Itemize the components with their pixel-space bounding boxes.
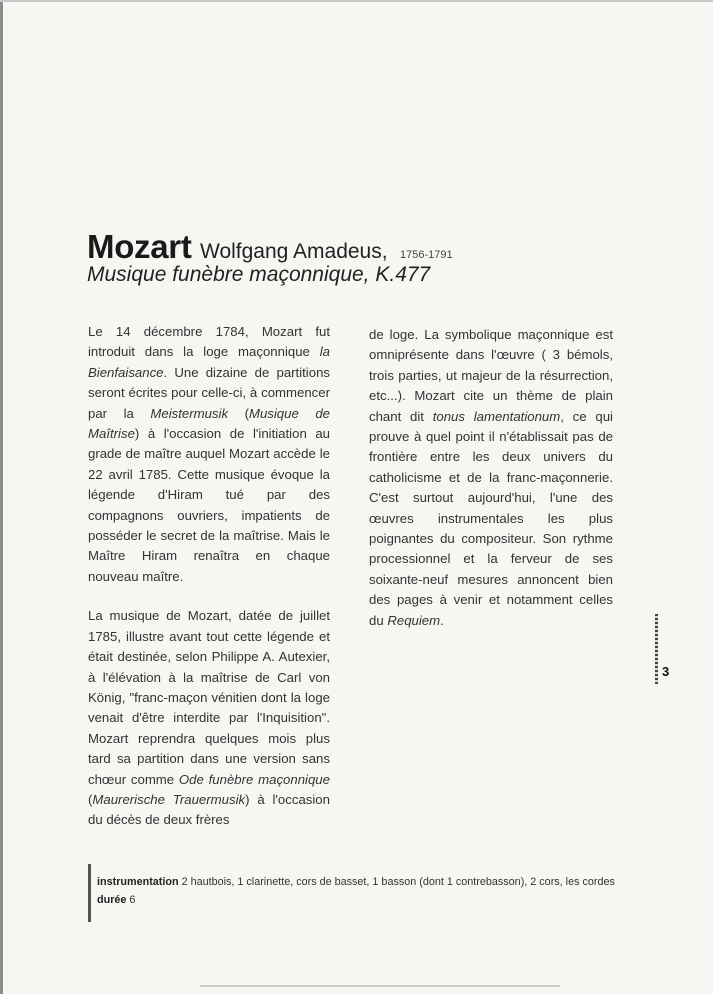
work-reference: Ode funèbre maçonnique	[178, 771, 330, 787]
instrumentation-label: instrumentation	[97, 876, 179, 888]
duration-line	[97, 891, 615, 909]
text-run: (	[228, 405, 249, 421]
paragraph-1	[88, 322, 330, 587]
lodge-name: la Bienfaisance	[88, 344, 330, 380]
text-run: La musique de Mozart, datée de juillet 1785, illustre avant tout cette légende et était destinée, selon Philippe A. Autexier, à l'élévation à la maîtrise de Carl von König, "franc-maçon vénitien dont la loge venait d'être interdite par l'Inquisition". Mozart reprendra quelques mois plus tard sa partition dans une version sans chœur comme	[88, 608, 330, 787]
page-marker-bar	[655, 614, 658, 684]
composer-first-names: Wolfgang Amadeus,	[200, 240, 388, 263]
composer-name: Mozart	[87, 228, 192, 265]
text-run: Le 14 décembre 1784, Mozart fut introduit dans la loge maçonnique	[88, 324, 330, 360]
text-run: (	[88, 791, 93, 807]
page-edge-top	[0, 0, 713, 2]
text-run: ) à l'occasion du décès de deux frères	[88, 791, 330, 828]
instrumentation-line	[97, 873, 615, 891]
text-run: , ce qui prouve à quel point il n'établissait pas de frontière entre les deux univers du catholicisme et de la franc-maçonnerie. C'est surtout aujourd'hui, l'une des œuvres instrumentales les plus poignantes du compositeur. Son rythme processionnel et la ferveur de ses soixante-neuf mesures annoncent bien des pages à venir et notamment celles du	[369, 408, 613, 628]
page-edge	[0, 0, 3, 994]
work-reference: Meistermusik	[150, 405, 229, 421]
paragraph-3	[369, 325, 613, 631]
work-reference: tonus lamentationum	[432, 408, 561, 424]
footer-bar	[88, 864, 91, 922]
paragraph-2	[88, 606, 330, 830]
instrumentation-value: 2 hautbois, 1 clarinette, cors de basset, 1 basson (dont 1 contrebasson), 2 cors, les cordes	[181, 876, 615, 888]
text-run: .	[440, 612, 444, 628]
page-number: 3	[662, 664, 670, 679]
right-column	[369, 325, 613, 631]
composer-dates: 1756-1791	[400, 249, 453, 261]
left-column	[88, 322, 330, 831]
footer-info	[97, 873, 615, 909]
bottom-rule	[200, 985, 560, 987]
composer-heading	[87, 228, 453, 266]
duration-value: 6	[129, 894, 136, 906]
text-run: ) à l'occasion de l'initiation au grade de maître auquel Mozart accède le 22 avril 1785. Cette musique évoque la légende d'Hiram tué par des compagnons ouvriers, impatients de posséder le secret de la maîtrise. Mais le Maître Hiram renaîtra en chaque nouveau maître.	[88, 426, 330, 584]
text-run: . Une dizaine de partitions seront écrites pour celle-ci, à commencer par la	[88, 364, 330, 421]
work-reference: Maurerische Trauermusik	[92, 791, 246, 807]
work-title: Musique funèbre maçonnique, K.477	[87, 263, 431, 286]
work-reference: Requiem	[387, 612, 441, 628]
duration-label: durée	[97, 894, 127, 906]
text-run: de loge. La symbolique maçonnique est omniprésente dans l'œuvre ( 3 bémols, trois parties, ut majeur de la résurrection, etc...). Mozart cite un thème de plain chant dit	[369, 327, 613, 424]
work-reference: Musique de Maîtrise	[88, 405, 331, 442]
